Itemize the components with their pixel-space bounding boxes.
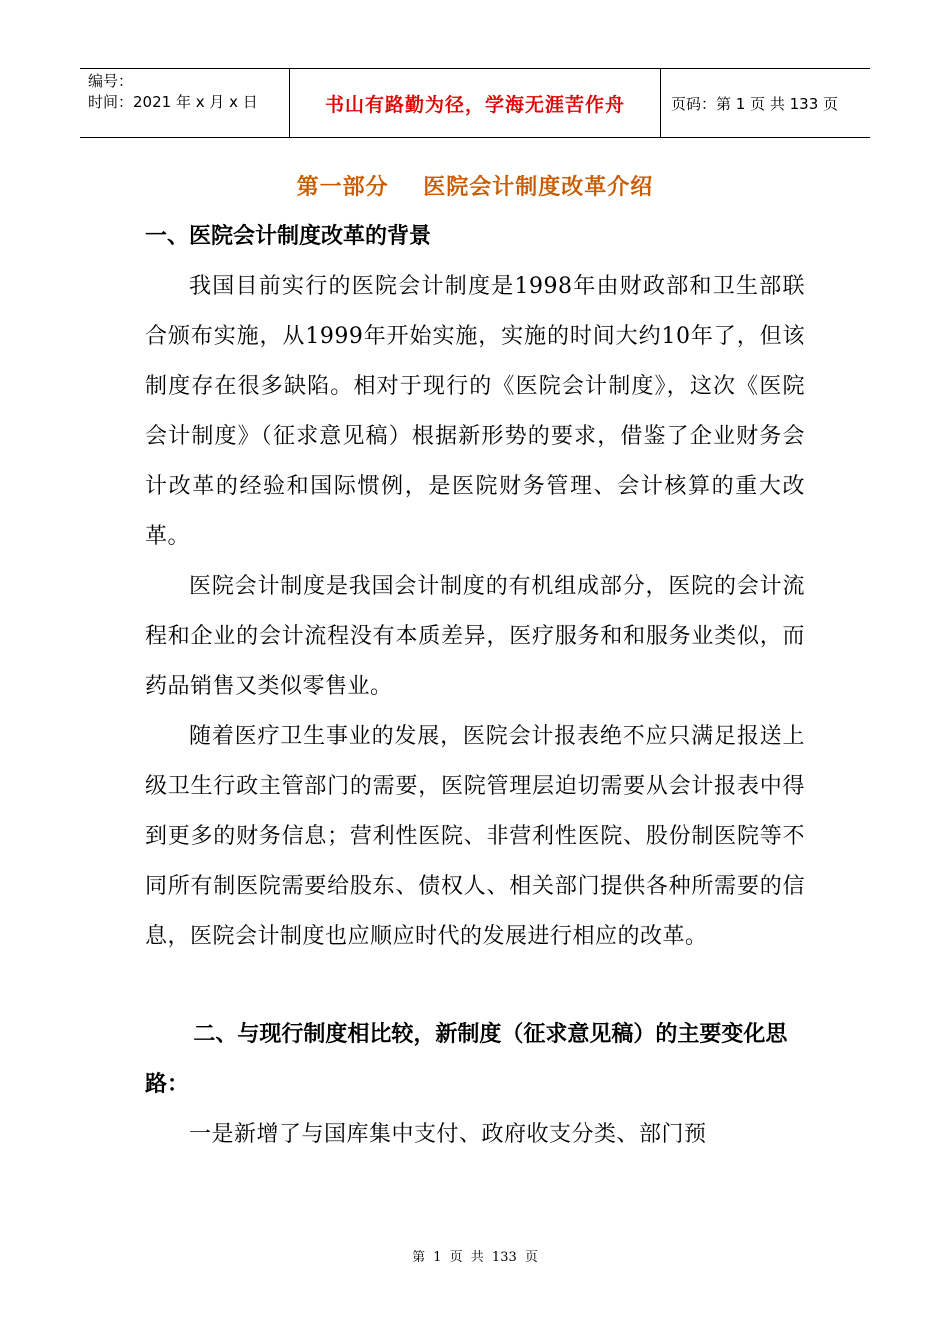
spacer [145,962,805,1010]
number-label: 编号： [88,72,134,90]
time-label: 时间：2021 年 x 月 x 日 [88,93,258,111]
part-title: 第一部分 医院会计制度改革介绍 [296,175,654,200]
section1-heading: 一、医院会计制度改革的背景 [145,224,432,249]
paragraph: 我国目前实行的医院会计制度是1998年由财政部和卫生部联合颁布实施，从1999年开始实施，实施的时间大约10年了，但该制度存在很多缺陷。相对于现行的《医院会计制度》，这次《医院会计制度》（征求意见稿）根据新形势的要求，借鉴了企业财务会计改革的经验和国际惯例，是医院财务管理、会计核算的重大改革。 [145,274,805,549]
page-footer: 第 1 页 共 133 页 [412,1250,538,1265]
header-meta [80,69,290,137]
header-motto: 书山有路勤为径，学海无涯苦作舟 [290,69,661,137]
paragraph: 一是新增了与国库集中支付、政府收支分类、部门预 [189,1122,707,1147]
header-table [80,68,870,138]
header-page-info: 页码：第 1 页 共 133 页 [671,94,839,113]
document-body [145,212,805,1160]
paragraph: 医院会计制度是我国会计制度的有机组成部分，医院的会计流程和企业的会计流程没有本质差异，医疗服务和和服务业类似，而药品销售又类似零售业。 [145,574,805,699]
paragraph: 随着医疗卫生事业的发展，医院会计报表绝不应只满足报送上级卫生行政主管部门的需要，医院管理层迫切需要从会计报表中得到更多的财务信息；营利性医院、非营利性医院、股份制医院等不同所有制医院需要给股东、债权人、相关部门提供各种所需要的信息，医院会计制度也应顺应时代的发展进行相应的改革。 [145,724,805,949]
section2-heading: 二、与现行制度相比较，新制度（征求意见稿）的主要变化思路： [145,1022,788,1097]
